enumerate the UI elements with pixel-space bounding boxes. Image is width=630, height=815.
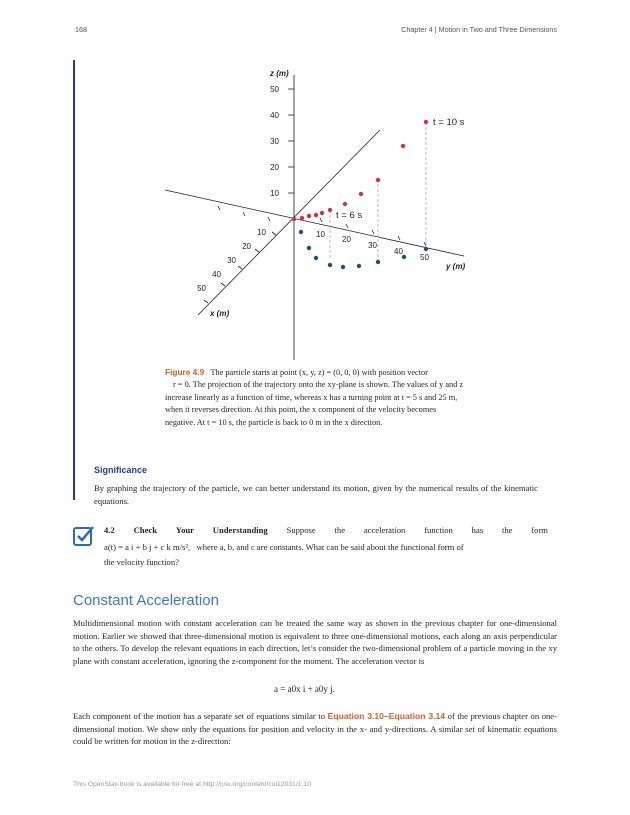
trajectory-point <box>359 192 363 196</box>
y-axis <box>165 190 464 256</box>
trajectory-point <box>300 216 304 220</box>
example-sidebar-rule <box>73 60 75 500</box>
section-paragraph: Multidimensional motion with constant acceleration can be treated the same way as shown in the previous chapter for one-dimensional motion. Earlier we showed that three-dimensional motion is equivalent to three one-dimensional motions, each along an axis perpendicular to the others. To develop the relevant equations in each direction, let’s consider the two-dimensional problem of a particle moving in the xy plane with constant acceleration, ignoring the z-component for the moment. The acceleration vector is <box>73 618 557 666</box>
x-tick-label: 50 <box>197 284 206 293</box>
check-understanding <box>104 524 548 569</box>
page-number: 168 <box>75 25 87 34</box>
projection-point <box>402 255 406 259</box>
z-tick-label: 20 <box>270 163 279 172</box>
z-tick-label: 50 <box>270 85 279 94</box>
section-paragraph-2 <box>73 710 557 748</box>
trajectory-point <box>307 214 311 218</box>
projection-point <box>307 246 311 250</box>
z-tick-label: 30 <box>270 137 279 146</box>
y-tick-label: 50 <box>420 253 429 262</box>
trajectory-point <box>314 213 318 217</box>
section-title: Constant Acceleration <box>73 592 219 609</box>
z-tick-label: 10 <box>270 189 279 198</box>
figure-3d-trajectory <box>150 60 490 360</box>
y-tick-label: 40 <box>394 247 403 256</box>
cu-word: the <box>501 525 513 535</box>
cu-word: has <box>471 525 484 535</box>
projection-point <box>328 263 332 267</box>
cu-word: Check <box>133 525 157 535</box>
figure-label: Figure 4.9 <box>165 367 205 377</box>
cu-word: acceleration <box>363 525 406 535</box>
cu-word: form <box>531 525 548 535</box>
equation-link[interactable]: Equation 3.10–Equation 3.14 <box>327 711 446 721</box>
cu-word: Suppose <box>286 525 316 535</box>
trajectory-point <box>424 120 428 124</box>
trajectory-point <box>328 208 332 212</box>
cu-word: the <box>334 525 346 535</box>
z-axis-label: z (m) <box>270 69 289 78</box>
projection-point <box>341 265 345 269</box>
cu-equation: a(t) = a i + b j + c k m/s², <box>104 541 191 552</box>
cu-word: Understanding <box>212 525 268 535</box>
x-tick-label: 40 <box>212 270 221 279</box>
trajectory-point <box>401 144 405 148</box>
chapter-title: Chapter 4 | Motion in Two and Three Dimensions <box>401 25 557 34</box>
y-tick-label: 20 <box>342 235 351 244</box>
caption-text-1: The particle starts at point (x, y, z) = (0, 0, 0) with position vector <box>210 368 428 377</box>
trajectory-point <box>320 211 324 215</box>
significance-paragraph: By graphing the trajectory of the particle, we can better understand its motion, given by the numerical results of the kinematic equations. <box>94 483 538 506</box>
check-understanding-icon <box>73 525 95 547</box>
x-tick-label: 30 <box>227 256 236 265</box>
trajectory-point <box>343 202 347 206</box>
trajectory-points <box>292 120 428 221</box>
caption-equation: r = 0. <box>173 380 191 390</box>
trajectory-point <box>292 217 296 221</box>
cu-text-end: the velocity function? <box>104 557 179 568</box>
footer-note: This OpenStax book is available for free at http://cnx.org/content/col12031/1.10 <box>73 781 312 788</box>
y-tick-label: 10 <box>316 230 325 239</box>
cu-word: Your <box>175 525 194 535</box>
projection-point <box>314 256 318 260</box>
significance-heading: Significance <box>94 465 148 475</box>
caption-text-2: The projection of the trajectory onto the xy-plane is shown. The values of y and z increase linearly as a function of time, whereas x has a turning point at t = 5 s and 25 m, when it reverses direction. At this point, the x component of the velocity becomes negative. At t = 10 s, the particle is back to 0 m in the x direction. <box>165 380 464 427</box>
projection-point <box>376 260 380 264</box>
y-axis-label: y (m) <box>446 262 466 271</box>
x-tick-label: 10 <box>257 228 266 237</box>
annotation-t10: t = 10 s <box>433 117 465 128</box>
cu-number: 4.2 <box>104 525 115 535</box>
para2-end: of the previous chapter on one-dimensional motion. We show only the equations for position and velocity in the x- and y-directions. A similar set of kinematic equations could be written for motion in the z-direction: <box>73 711 557 747</box>
cu-word: function <box>424 525 453 535</box>
y-tick-label: 30 <box>368 241 377 250</box>
x-tick-label: 20 <box>242 242 251 251</box>
figure-caption <box>165 366 467 429</box>
annotation-t6: t = 6 s <box>336 210 363 221</box>
x-axis <box>198 130 380 315</box>
projection-point <box>357 264 361 268</box>
acceleration-equation: a = a0x i + a0y j. <box>274 684 335 694</box>
x-axis-label: x (m) <box>210 309 230 318</box>
projection-point <box>299 230 303 234</box>
para2-start: Each component of the motion has a separate set of equations similar to <box>73 711 326 721</box>
trajectory-point <box>376 178 380 182</box>
projection-point <box>424 247 428 251</box>
cu-text: where a, b, and c are constants. What can be said about the functional form of <box>196 541 464 552</box>
z-tick-label: 40 <box>270 111 279 120</box>
